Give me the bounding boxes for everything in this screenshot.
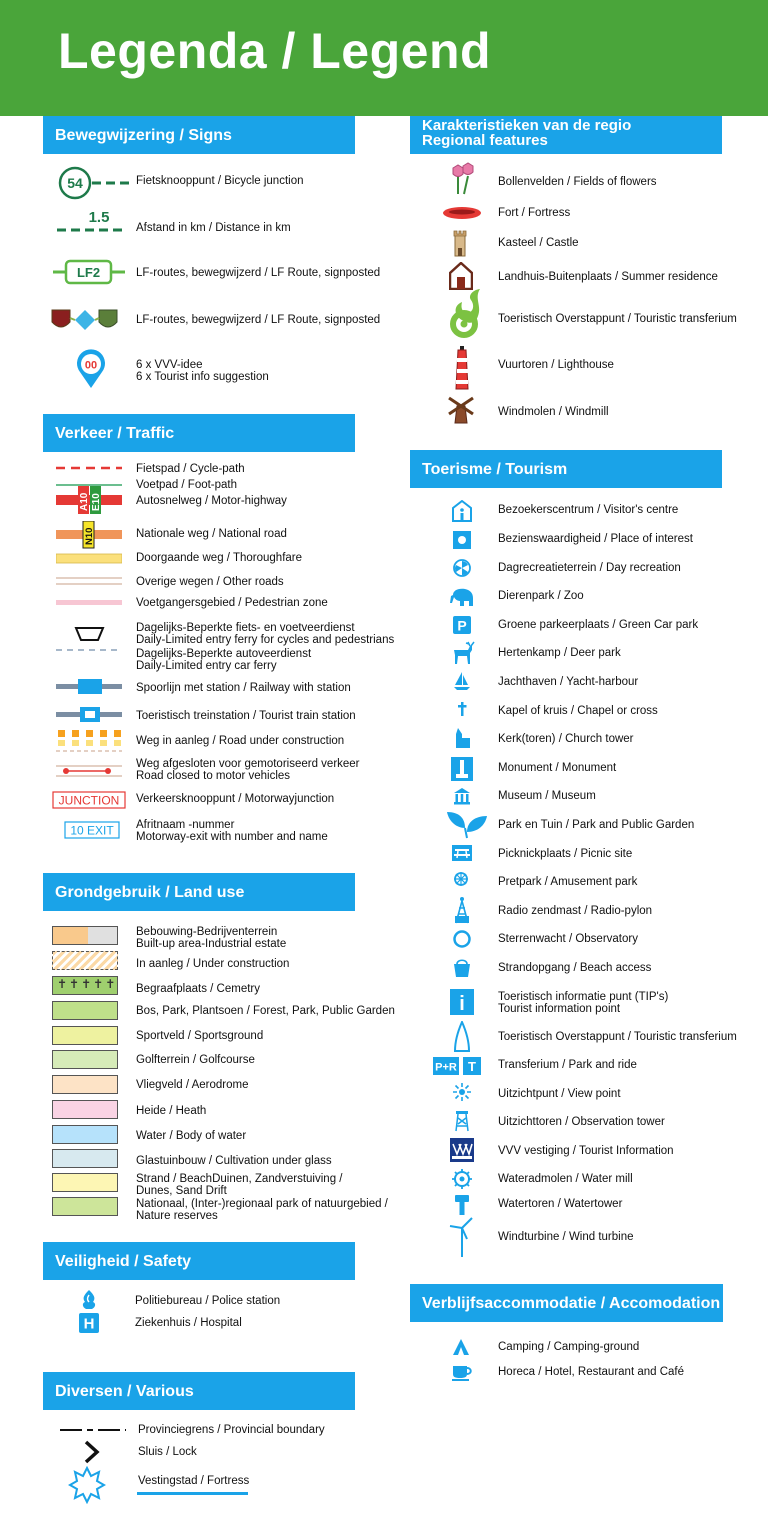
distance-marker-icon	[55, 206, 125, 236]
tourism-label-radio-pylon: Radio zendmast / Radio-pylon	[498, 905, 653, 917]
swatch-water	[52, 1125, 118, 1144]
swatch-sportsground	[52, 1026, 118, 1045]
regional-label-fort: Fort / Fortress	[498, 207, 571, 219]
observatory-icon	[452, 929, 472, 949]
section-various-title: Diversen / Various	[55, 1383, 194, 1400]
lighthouse-icon	[452, 344, 472, 390]
section-accommodation-title: Verblijfsaccommodatie / Accomodation	[422, 1295, 721, 1312]
swatch-under-construction	[52, 951, 118, 970]
lf-route-shields-icon	[49, 306, 123, 334]
land-label-beach-en: Dunes, Sand Drift	[136, 1185, 227, 1197]
touristic-transferium-icon	[444, 288, 484, 340]
tourism-label-deer-park: Hertenkamp / Deer park	[498, 647, 621, 659]
tourism-label-amusement-park: Pretpark / Amusement park	[498, 876, 638, 888]
junction-sign-icon	[52, 791, 126, 809]
motorway-line	[56, 486, 122, 516]
regional-label-windmill: Windmolen / Windmill	[498, 406, 609, 418]
traffic-label-national-road: Nationale weg / National road	[136, 528, 287, 540]
junction-sign-text: JUNCTION	[58, 793, 120, 808]
sign-label-vvv-idea-en: 6 x Tourist info suggestion	[136, 371, 269, 383]
national-road-line	[56, 521, 122, 549]
regional-label-lighthouse: Vuurtoren / Lighthouse	[498, 359, 614, 371]
land-label-sportsground: Sportveld / Sportsground	[136, 1030, 264, 1042]
motorway-code-a: A10	[79, 492, 90, 511]
section-signs	[43, 116, 355, 154]
land-label-cemetery: Begraafplaats / Cemetry	[136, 983, 261, 995]
tourism-label-water-tower: Watertoren / Watertower	[498, 1198, 623, 1210]
tourism-label-observation-tower: Uitzichttoren / Observation tower	[498, 1116, 665, 1128]
section-regional-subtitle: Regional features	[422, 132, 548, 149]
parking-letter: P	[457, 617, 467, 634]
road-construction-icon	[56, 728, 122, 756]
deer-park-icon	[450, 641, 476, 665]
sign-label-distance: Afstand in km / Distance in km	[136, 222, 291, 234]
tourism-label-visitors-centre: Bezoekerscentrum / Visitor's centre	[498, 504, 679, 516]
info-letter: i	[459, 993, 465, 1015]
land-label-under-construction: In aanleg / Under construction	[136, 958, 290, 970]
bicycle-junction-icon	[50, 166, 130, 200]
tourism-label-monument: Monument / Monument	[498, 762, 617, 774]
radio-pylon-icon	[452, 896, 472, 924]
land-label-built-up-en: Built-up area-Industrial estate	[136, 938, 287, 950]
traffic-label-other-roads: Overige wegen / Other roads	[136, 576, 284, 588]
fortress-star-icon	[68, 1466, 106, 1504]
water-tower-icon	[454, 1194, 470, 1216]
park-garden-icon	[445, 810, 489, 840]
tourism-label-park-and-ride: Transferium / Park and ride	[498, 1059, 637, 1071]
railway-station-icon	[56, 678, 122, 696]
tourism-label-park-garden: Park en Tuin / Park and Public Garden	[498, 819, 695, 831]
section-traffic-title: Verkeer / Traffic	[55, 425, 175, 442]
place-of-interest-icon	[453, 531, 471, 549]
park-and-ride-icon	[433, 1057, 481, 1075]
tourism-label-observatory: Sterrenwacht / Observatory	[498, 933, 638, 945]
cycle-path-line	[56, 463, 122, 473]
exit-sign-text: 10 EXIT	[70, 823, 114, 838]
land-label-nature-reserve-en: Nature reserves	[136, 1210, 218, 1222]
pedestrian-zone-line	[56, 598, 122, 608]
traffic-label-exit: Afritnaam -nummer	[136, 819, 235, 831]
tourism-label-water-mill: Wateradmolen / Water mill	[498, 1173, 633, 1185]
tourism-label-church-tower: Kerk(toren) / Church tower	[498, 733, 634, 745]
various-label-fortress: Vestingstad / Fortress	[138, 1475, 250, 1487]
road-closed-icon	[56, 762, 122, 780]
tourism-label-zoo: Dierenpark / Zoo	[498, 590, 584, 602]
page-title: Legenda / Legend	[58, 23, 492, 79]
thoroughfare-line	[56, 552, 122, 566]
section-accommodation	[410, 1284, 723, 1322]
view-point-icon	[453, 1083, 471, 1101]
national-road-code: N10	[84, 527, 95, 545]
vvv-code: 00	[84, 359, 98, 372]
tulips-icon	[450, 162, 476, 196]
safety-label-hospital: Ziekenhuis / Hospital	[135, 1317, 242, 1329]
museum-icon	[453, 787, 471, 805]
tourism-label-chapel: Kapel of kruis / Chapel or cross	[498, 705, 658, 717]
traffic-label-tourist-train: Toeristisch treinstation / Tourist train station	[136, 710, 356, 722]
traffic-label-railway: Spoorlijn met station / Railway with station	[136, 682, 351, 694]
section-safety-title: Veiligheid / Safety	[55, 1253, 192, 1270]
transferium-letter: T	[468, 1059, 476, 1074]
ferry-icon	[56, 624, 122, 654]
tourist-train-station-icon	[56, 706, 122, 724]
swatch-forest	[52, 1001, 118, 1020]
tourism-label-museum: Museum / Museum	[498, 790, 596, 802]
hospital-icon	[79, 1313, 99, 1333]
tourism-label-yacht-harbour: Jachthaven / Yacht-harbour	[498, 676, 639, 688]
wind-turbine-icon	[448, 1216, 476, 1258]
section-tourism	[410, 450, 722, 488]
safety-label-police: Politiebureau / Police station	[135, 1295, 281, 1307]
picnic-site-icon	[452, 845, 472, 861]
tourism-label-place-of-interest: Bezienswaardigheid / Place of interest	[498, 533, 693, 545]
traffic-label-cycle-path: Fietspad / Cycle-path	[136, 463, 245, 475]
regional-label-residence: Landhuis-Buitenplaats / Summer residence	[498, 271, 718, 283]
land-label-aerodrome: Vliegveld / Aerodrome	[136, 1079, 249, 1091]
swatch-nature-reserve	[52, 1197, 118, 1216]
regional-label-transferium: Toeristisch Overstappunt / Touristic transferium	[498, 313, 737, 325]
visitors-centre-icon	[452, 500, 472, 522]
swatch-heath	[52, 1100, 118, 1119]
traffic-label-road-construction: Weg in aanleg / Road under construction	[136, 735, 345, 747]
motorway-code-e: E10	[91, 493, 102, 511]
tourism-label-day-recreation: Dagrecreatieterrein / Day recreation	[498, 562, 681, 574]
sign-label-lf-route: LF-routes, bewegwijzerd / LF Route, signposted	[136, 267, 381, 279]
tourism-label-tip: Toeristisch informatie punt (TIP's)	[498, 991, 669, 1003]
sign-label-lf-route-2: LF-routes, bewegwijzerd / LF Route, signposted	[136, 314, 381, 326]
section-land-use-title: Grondgebruik / Land use	[55, 884, 245, 901]
traffic-label-ferry-cycles-en: Daily-Limited entry ferry for cycles and pedestrians	[136, 634, 395, 646]
traffic-label-road-closed: Weg afgesloten voor gemotoriseerd verkeer	[136, 758, 360, 770]
lf-route-icon	[53, 258, 125, 286]
other-road-line	[56, 575, 122, 589]
various-label-lock: Sluis / Lock	[138, 1446, 197, 1458]
tourist-info-point-icon	[450, 989, 474, 1015]
tourism-label-beach-access: Strandopgang / Beach access	[498, 962, 652, 974]
windmill-icon	[446, 394, 476, 424]
church-tower-icon	[453, 727, 471, 749]
swatch-cemetery	[52, 976, 118, 995]
section-various	[43, 1372, 355, 1410]
accommodation-label-camping: Camping / Camping-ground	[498, 1341, 640, 1353]
section-regional-title: Karakteristieken van de regio	[422, 117, 632, 134]
vvv-idea-pin-icon	[75, 348, 107, 390]
hospital-letter: H	[83, 1315, 95, 1333]
day-recreation-icon	[453, 559, 471, 577]
section-traffic	[43, 414, 355, 452]
tourism-label-tip-en: Tourist information point	[498, 1003, 621, 1015]
section-signs-title: Bewegwijzering / Signs	[55, 127, 232, 144]
provincial-boundary-line	[60, 1424, 126, 1436]
summer-residence-icon	[449, 262, 473, 290]
section-safety	[43, 1242, 355, 1280]
swatch-glasshouse	[52, 1149, 118, 1168]
tourism-label-wind-turbine: Windturbine / Wind turbine	[498, 1231, 634, 1243]
amusement-park-icon	[453, 871, 469, 887]
monument-icon	[451, 757, 473, 781]
observation-tower-icon	[454, 1110, 470, 1132]
tourism-label-view-point: Uitzichtpunt / View point	[498, 1088, 621, 1100]
swatch-aerodrome	[52, 1075, 118, 1094]
section-land-use	[43, 873, 355, 911]
sign-label-junction: Fietsknooppunt / Bicycle junction	[136, 175, 304, 187]
traffic-label-thoroughfare: Doorgaande weg / Thoroughfare	[136, 552, 303, 564]
land-label-heath: Heide / Heath	[136, 1105, 207, 1117]
green-parking-icon	[453, 616, 471, 634]
horeca-cup-icon	[451, 1364, 473, 1382]
header-bar	[0, 0, 768, 116]
vvv-office-icon	[450, 1138, 474, 1162]
castle-tower-icon	[452, 229, 468, 257]
pr-label: P+R	[435, 1061, 457, 1074]
tourism-label-picnic: Picknickplaats / Picnic site	[498, 848, 633, 860]
traffic-label-junction: Verkeersknooppunt / Motorwayjunction	[136, 793, 335, 805]
sign-label-vvv-idea: 6 x VVV-idee	[136, 359, 203, 371]
chapel-cross-icon	[456, 701, 468, 717]
fortress-underline	[137, 1492, 248, 1495]
traffic-label-foot-path: Voetpad / Foot-path	[136, 479, 238, 491]
land-label-beach: Strand / BeachDuinen, Zandverstuiving /	[136, 1173, 343, 1185]
traffic-label-road-closed-en: Road closed to motor vehicles	[136, 770, 291, 782]
yacht-harbour-icon	[453, 671, 471, 691]
land-label-built-up: Bebouwing-Bedrijventerrein	[136, 926, 278, 938]
water-mill-icon	[452, 1169, 472, 1189]
fort-icon	[442, 205, 482, 221]
exit-sign-icon	[64, 821, 120, 839]
land-label-water: Water / Body of water	[136, 1130, 247, 1142]
traffic-label-ferry-car-en: Daily-Limited entry car ferry	[136, 660, 277, 672]
traffic-label-motorway: Autosnelweg / Motor-highway	[136, 495, 287, 507]
land-label-golfcourse: Golfterrein / Golfcourse	[136, 1054, 255, 1066]
land-label-forest: Bos, Park, Plantsoen / Forest, Park, Public Garden	[136, 1005, 395, 1017]
regional-label-flowers: Bollenvelden / Fields of flowers	[498, 176, 657, 188]
swatch-built-up	[52, 926, 118, 945]
section-tourism-title: Toerisme / Tourism	[422, 461, 568, 478]
cemetery-crosses-icon: ✝✝✝✝✝	[57, 977, 118, 991]
land-label-nature-reserve: Nationaal, (Inter-)regionaal park of natuurgebied /	[136, 1198, 388, 1210]
accommodation-label-horeca: Horeca / Hotel, Restaurant and Café	[498, 1366, 685, 1378]
distance-value: 1.5	[88, 209, 110, 226]
regional-label-castle: Kasteel / Castle	[498, 237, 579, 249]
touristic-transferium-blue-icon	[452, 1021, 472, 1053]
traffic-label-exit-en: Motorway-exit with number and name	[136, 831, 328, 843]
tourism-label-green-parking: Groene parkeerplaats / Green Car park	[498, 619, 699, 631]
zoo-elephant-icon	[449, 587, 475, 607]
swatch-beach	[52, 1173, 118, 1192]
police-station-icon	[78, 1289, 100, 1311]
various-label-boundary: Provinciegrens / Provincial boundary	[138, 1424, 325, 1436]
traffic-label-ferry-cycles: Dagelijks-Beperkte fiets- en voetveerdienst	[136, 622, 355, 634]
land-label-glasshouse: Glastuinbouw / Cultivation under glass	[136, 1155, 332, 1167]
junction-number: 54	[67, 175, 83, 191]
beach-access-icon	[452, 958, 472, 978]
camping-tent-icon	[452, 1338, 470, 1356]
swatch-golfcourse	[52, 1050, 118, 1069]
lf-code: LF2	[76, 265, 101, 280]
lock-chevron-icon	[82, 1440, 102, 1464]
tourism-label-vvv: VVV vestiging / Tourist Information	[498, 1145, 674, 1157]
section-regional	[410, 116, 722, 154]
traffic-label-pedestrian-zone: Voetgangersgebied / Pedestrian zone	[136, 597, 328, 609]
tourism-label-transferium: Toeristisch Overstappunt / Touristic transferium	[498, 1031, 737, 1043]
traffic-label-ferry-car: Dagelijks-Beperkte autoveerdienst	[136, 648, 312, 660]
